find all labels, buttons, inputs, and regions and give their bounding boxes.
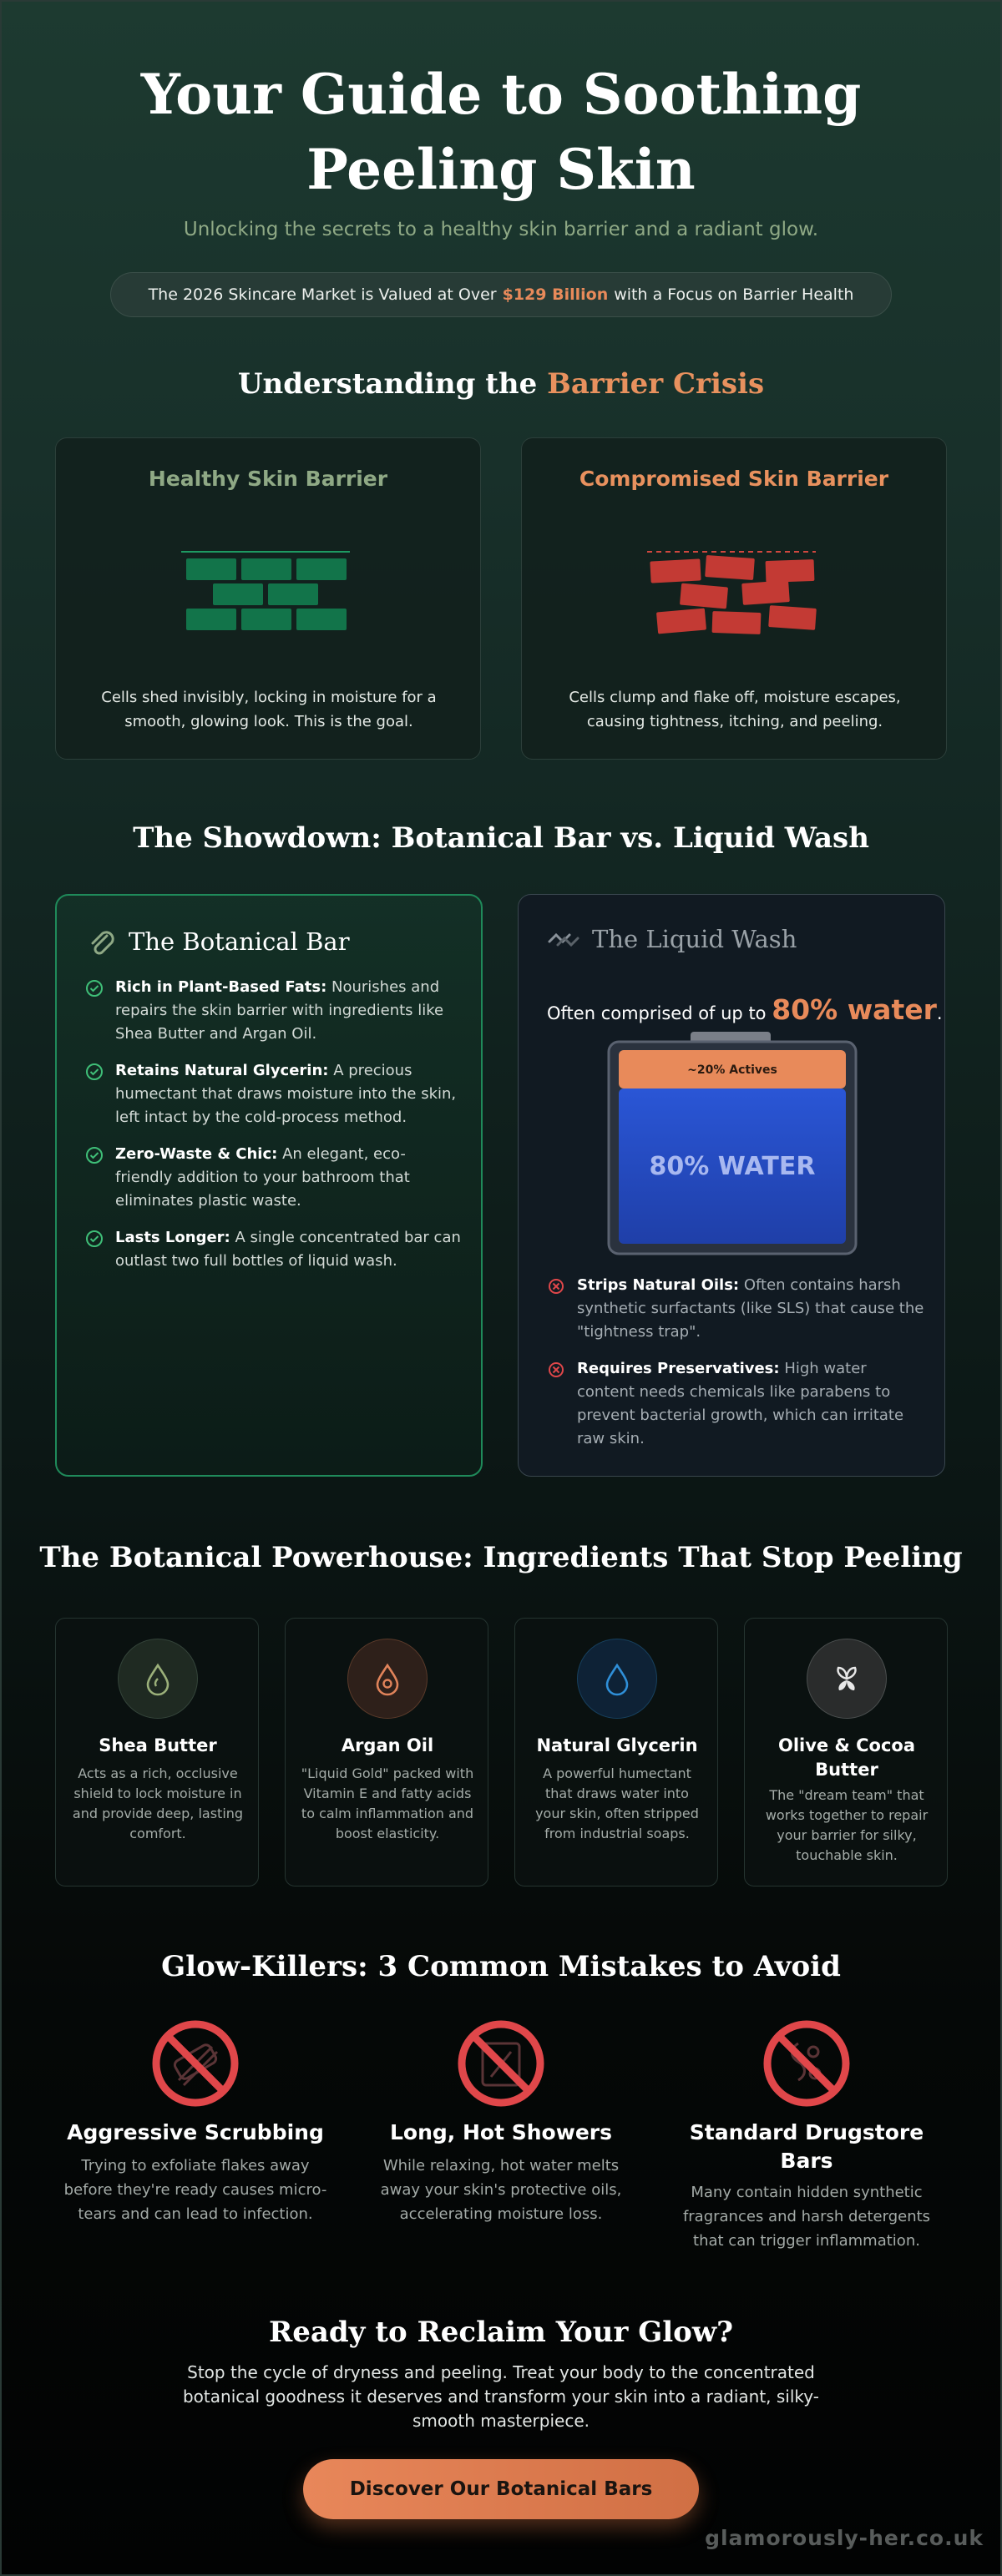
market-value: $129 Billion bbox=[502, 285, 609, 304]
wash-lead-post: . bbox=[936, 1003, 943, 1023]
argan-drop-icon bbox=[347, 1639, 428, 1719]
wash-lead-pre: Often comprised of up to bbox=[547, 1003, 767, 1023]
x-circle-icon bbox=[547, 1277, 565, 1296]
mistake-title: Long, Hot Showers bbox=[390, 2120, 612, 2144]
ingredient-card-argan bbox=[285, 1618, 488, 1887]
bar-feature-item bbox=[85, 1143, 463, 1213]
liquid-wash-title: The Liquid Wash bbox=[592, 925, 797, 953]
issue-bold: Requires Preservatives: bbox=[577, 1360, 780, 1377]
mistake-text: While relaxing, hot water melts away your skin's protective oils, accelerating moisture loss. bbox=[380, 2157, 622, 2223]
market-text-post: with a Focus on Barrier Health bbox=[614, 285, 854, 304]
ingredient-text: A powerful humectant that draws water into your skin, often stripped from industrial soaps. bbox=[535, 1765, 699, 1841]
ingredient-name: Argan Oil bbox=[341, 1735, 434, 1755]
market-text-pre: The 2026 Skincare Market is Valued at Over bbox=[148, 285, 497, 304]
water-drop-icon bbox=[577, 1639, 657, 1719]
check-circle-icon bbox=[85, 1230, 104, 1248]
market-stat-pill bbox=[110, 272, 892, 317]
paperclip-icon bbox=[85, 926, 117, 957]
feature-bold: Zero-Waste & Chic: bbox=[115, 1145, 278, 1163]
mistake-title: Standard Drugstore Bars bbox=[689, 2120, 924, 2173]
bar-feature-item bbox=[85, 1226, 463, 1273]
wash-issue-item bbox=[547, 1274, 924, 1344]
barrier-title-accent: Barrier Crisis bbox=[547, 367, 765, 401]
check-circle-icon bbox=[85, 1146, 104, 1164]
issue-text: High water content needs chemicals like parabens to prevent bacterial growth, which can irritate raw skin. bbox=[577, 1360, 904, 1447]
barrier-title-pre: Understanding the bbox=[237, 367, 538, 401]
cta-text: Stop the cycle of dryness and peeling. Treat your body to the concentrated botanical goodness it deserves and transform your skin into a radiant, silky-smooth masterpiece. bbox=[182, 2362, 819, 2431]
water-label: 80% WATER bbox=[649, 1152, 816, 1181]
bottle-composition-graphic bbox=[607, 1032, 858, 1255]
no-drugstore-bar-icon bbox=[762, 2018, 852, 2109]
issue-bold: Strips Natural Oils: bbox=[577, 1276, 740, 1294]
wave-icon bbox=[547, 927, 580, 952]
feature-bold: Retains Natural Glycerin: bbox=[115, 1062, 329, 1079]
feature-text: A single concentrated bar can outlast two full bottles of liquid wash. bbox=[115, 1229, 461, 1270]
compromised-barrier-card bbox=[521, 437, 947, 760]
ingredient-card-olive-cocoa bbox=[744, 1618, 948, 1887]
leaves-icon bbox=[807, 1639, 887, 1719]
feature-bold: Lasts Longer: bbox=[115, 1229, 230, 1246]
healthy-barrier-text: Cells shed invisibly, locking in moisture for a smooth, glowing look. This is the goal. bbox=[101, 689, 437, 730]
shea-drop-icon bbox=[118, 1639, 198, 1719]
cta-title: Ready to Reclaim Your Glow? bbox=[268, 2316, 734, 2349]
page-title: Your Guide to Soothing Peeling Skin bbox=[140, 62, 862, 202]
check-circle-icon bbox=[85, 1063, 104, 1081]
mistake-title: Aggressive Scrubbing bbox=[67, 2120, 324, 2144]
barrier-section-title bbox=[0, 367, 1002, 401]
ingredient-text: The "dream team" that works together to repair your barrier for silky, touchable skin. bbox=[765, 1787, 929, 1863]
botanical-bar-title: The Botanical Bar bbox=[129, 927, 350, 956]
actives-label: ~20% Actives bbox=[687, 1063, 777, 1077]
ingredient-card-glycerin bbox=[514, 1618, 718, 1887]
ingredient-name: Shea Butter bbox=[99, 1735, 217, 1755]
mistake-text: Trying to exfoliate flakes away before they're ready causes micro-tears and can lead to infection. bbox=[63, 2157, 327, 2223]
page-subtitle: Unlocking the secrets to a healthy skin barrier and a radiant glow. bbox=[183, 219, 819, 240]
broken-bricks-icon bbox=[647, 545, 822, 645]
ingredient-text: "Liquid Gold" packed with Vitamin E and fatty acids to calm inflammation and boost elasticity. bbox=[301, 1765, 474, 1841]
discover-bars-button[interactable]: Discover Our Botanical Bars bbox=[303, 2459, 699, 2519]
botanical-bar-card bbox=[55, 894, 483, 1477]
healthy-barrier-card bbox=[55, 437, 481, 760]
feature-bold: Rich in Plant-Based Fats: bbox=[115, 978, 327, 996]
mistake-text: Many contain hidden synthetic fragrances and harsh detergents that can trigger inflammation. bbox=[682, 2184, 931, 2250]
ingredients-section-title: The Botanical Powerhouse: Ingredients That Stop Peeling bbox=[39, 1541, 963, 1574]
bar-feature-item bbox=[85, 976, 463, 1046]
feature-text: Nourishes and repairs the skin barrier with ingredients like Shea Butter and Argan Oil. bbox=[115, 978, 444, 1043]
ingredient-card-shea bbox=[55, 1618, 259, 1887]
feature-text: An elegant, eco-friendly addition to your bathroom that eliminates plastic waste. bbox=[115, 1145, 410, 1210]
liquid-wash-card bbox=[518, 894, 945, 1477]
no-hot-shower-icon bbox=[456, 2018, 546, 2109]
bar-feature-item bbox=[85, 1059, 463, 1129]
healthy-barrier-title: Healthy Skin Barrier bbox=[148, 467, 388, 491]
wash-issue-item bbox=[547, 1357, 924, 1451]
wash-lead-value: 80% water bbox=[772, 993, 937, 1026]
issue-text: Often contains harsh synthetic surfactants (like SLS) that cause the "tightness trap". bbox=[577, 1276, 924, 1341]
feature-text: A precious humectant that draws moisture into the skin, left intact by the cold-process method. bbox=[115, 1062, 457, 1126]
wash-lead-text bbox=[547, 993, 943, 1026]
x-circle-icon bbox=[547, 1361, 565, 1379]
ingredient-name: Olive & Cocoa Butter bbox=[777, 1735, 915, 1780]
botanical-bar-header bbox=[85, 926, 350, 957]
compromised-barrier-title: Compromised Skin Barrier bbox=[579, 467, 889, 491]
healthy-bricks-icon bbox=[181, 545, 357, 645]
liquid-wash-header bbox=[547, 925, 797, 953]
ingredient-text: Acts as a rich, occlusive shield to lock moisture in and provide deep, lasting comfort. bbox=[72, 1765, 244, 1841]
compromised-barrier-text: Cells clump and flake off, moisture escapes, causing tightness, itching, and peeling. bbox=[569, 689, 901, 730]
mistakes-section-title: Glow-Killers: 3 Common Mistakes to Avoid bbox=[161, 1950, 841, 1983]
check-circle-icon bbox=[85, 979, 104, 998]
showdown-section-title: The Showdown: Botanical Bar vs. Liquid Wash bbox=[133, 821, 869, 855]
site-watermark: glamorously-her.co.uk bbox=[705, 2526, 984, 2550]
no-scrubbing-icon bbox=[150, 2018, 240, 2109]
ingredient-name: Natural Glycerin bbox=[536, 1735, 698, 1755]
